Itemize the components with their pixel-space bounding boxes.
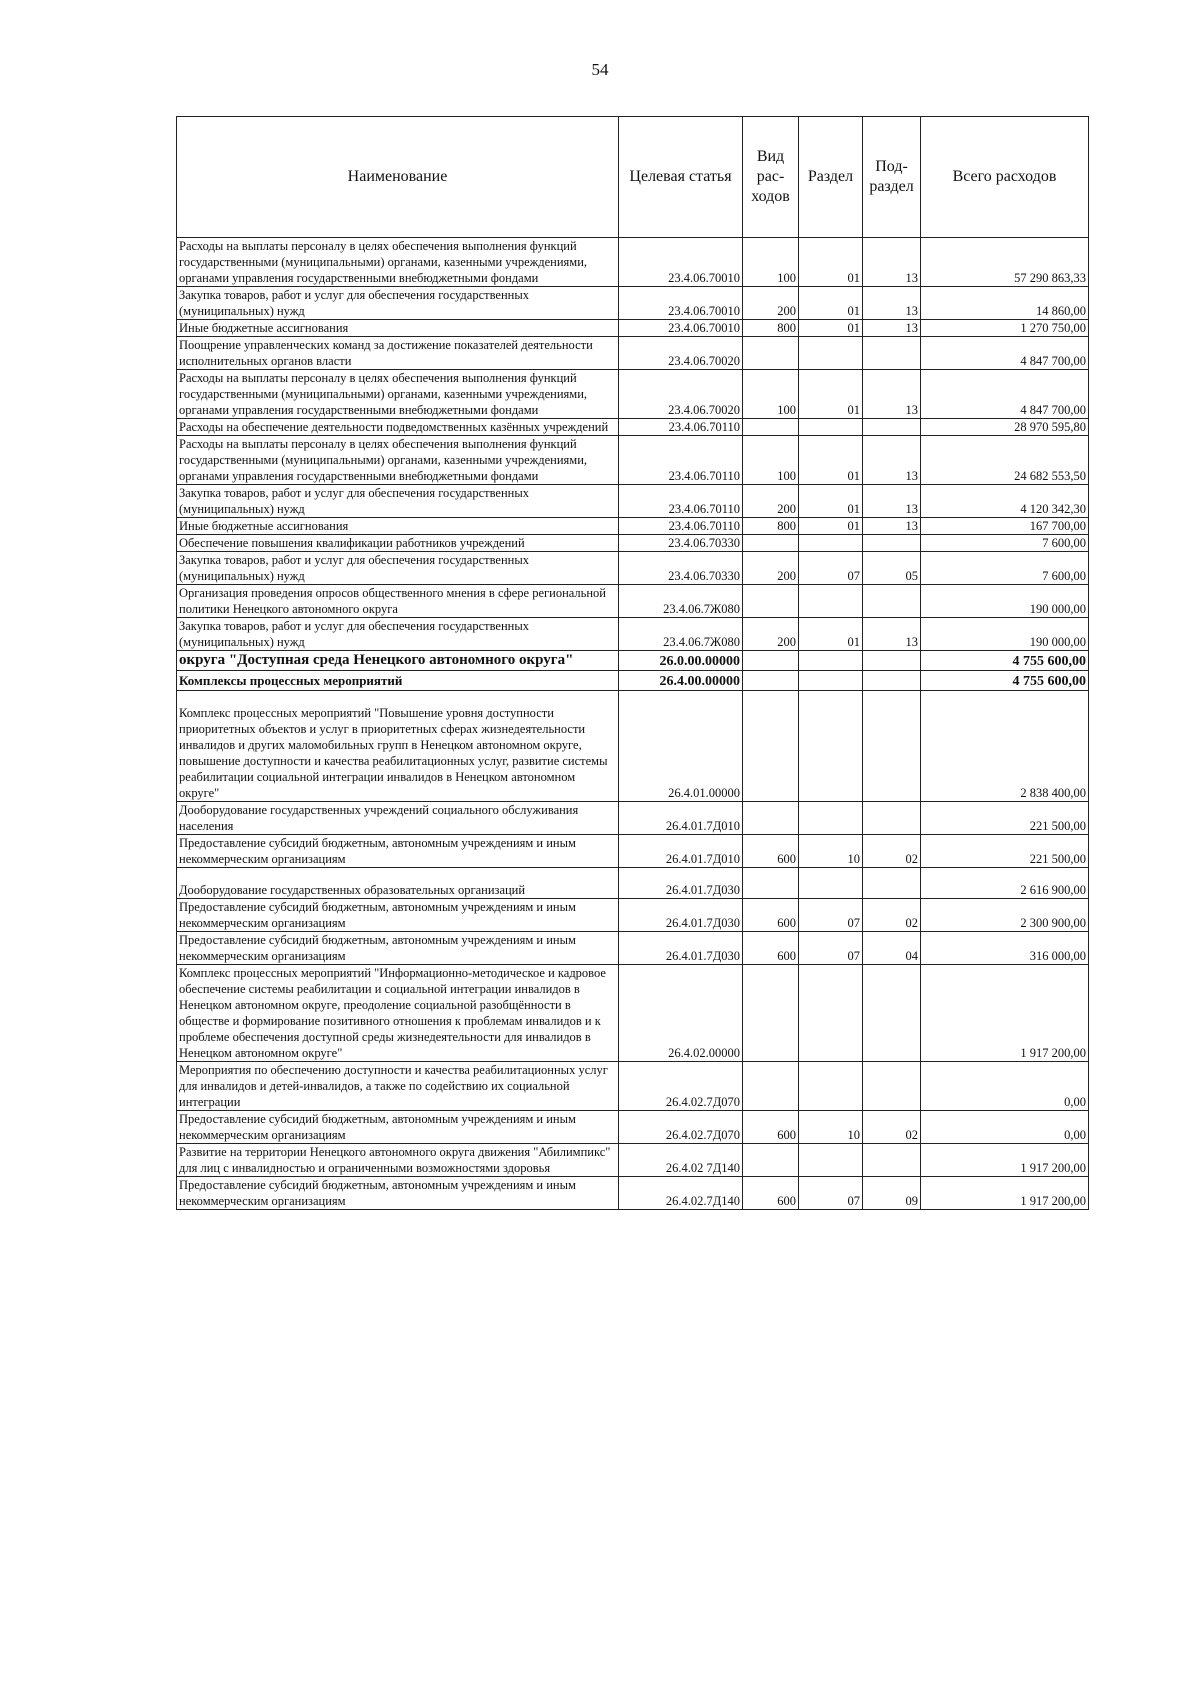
table-row: [177, 1111, 1089, 1144]
table-row: [177, 899, 1089, 932]
cell-target-article: 26.4.02.00000: [619, 965, 743, 1062]
cell-name: Расходы на выплаты персоналу в целях обеспечения выполнения функций государственными (муниципальными) органами, казенными учреждениями, органами управления государственными внебюджетными фондами: [177, 436, 619, 485]
header-target-article: Целевая статья: [619, 117, 743, 238]
table-row: [177, 370, 1089, 419]
cell-target-article: 23.4.06.70010: [619, 320, 743, 337]
cell-target-article: 23.4.06.7Ж080: [619, 585, 743, 618]
cell-total: 2 300 900,00: [921, 899, 1089, 932]
cell-section: [799, 651, 863, 671]
cell-section: 01: [799, 618, 863, 651]
cell-total: 24 682 553,50: [921, 436, 1089, 485]
cell-target-article: 26.4.01.7Д010: [619, 835, 743, 868]
cell-subsection: 13: [863, 485, 921, 518]
cell-total: 0,00: [921, 1062, 1089, 1111]
cell-expense-type: [743, 535, 799, 552]
cell-section: 07: [799, 899, 863, 932]
cell-total: 2 838 400,00: [921, 691, 1089, 802]
cell-expense-type: [743, 337, 799, 370]
cell-name: Предоставление субсидий бюджетным, автономным учреждениям и иным некоммерческим организациям: [177, 835, 619, 868]
page-number: 54: [591, 60, 609, 79]
cell-total: 1 270 750,00: [921, 320, 1089, 337]
cell-section: [799, 1062, 863, 1111]
cell-total: 221 500,00: [921, 835, 1089, 868]
cell-total: 0,00: [921, 1111, 1089, 1144]
cell-subsection: 09: [863, 1177, 921, 1210]
cell-total: 1 917 200,00: [921, 1144, 1089, 1177]
cell-expense-type: 100: [743, 436, 799, 485]
cell-total: 2 616 900,00: [921, 868, 1089, 899]
cell-target-article: 26.4.01.7Д030: [619, 899, 743, 932]
cell-subsection: [863, 1062, 921, 1111]
table-row: [177, 320, 1089, 337]
table-row: [177, 485, 1089, 518]
cell-subsection: 13: [863, 436, 921, 485]
cell-subsection: 13: [863, 287, 921, 320]
cell-name: Закупка товаров, работ и услуг для обеспечения государственных (муниципальных) нужд: [177, 552, 619, 585]
cell-expense-type: [743, 671, 799, 691]
cell-name: Расходы на обеспечение деятельности подведомственных казённых учреждений: [177, 419, 619, 436]
header-total: Всего расходов: [921, 117, 1089, 238]
cell-section: 01: [799, 287, 863, 320]
cell-subsection: 13: [863, 238, 921, 287]
cell-section: [799, 965, 863, 1062]
cell-total: 190 000,00: [921, 585, 1089, 618]
cell-section: [799, 585, 863, 618]
cell-expense-type: 100: [743, 238, 799, 287]
cell-total: 57 290 863,33: [921, 238, 1089, 287]
cell-target-article: 26.4.02.7Д140: [619, 1177, 743, 1210]
cell-section: [799, 419, 863, 436]
cell-expense-type: 600: [743, 1177, 799, 1210]
cell-expense-type: [743, 419, 799, 436]
cell-name: Предоставление субсидий бюджетным, автономным учреждениям и иным некоммерческим организациям: [177, 1177, 619, 1210]
cell-expense-type: 800: [743, 518, 799, 535]
header-row: [177, 117, 1089, 238]
cell-subsection: [863, 671, 921, 691]
cell-name: округа "Доступная среда Ненецкого автономного округа": [177, 651, 619, 671]
cell-expense-type: 200: [743, 287, 799, 320]
table-row: [177, 618, 1089, 651]
cell-section: 07: [799, 552, 863, 585]
cell-section: [799, 535, 863, 552]
cell-total: 4 755 600,00: [921, 651, 1089, 671]
cell-name: Закупка товаров, работ и услуг для обеспечения государственных (муниципальных) нужд: [177, 618, 619, 651]
cell-name: Поощрение управленческих команд за достижение показателей деятельности исполнительных органов власти: [177, 337, 619, 370]
cell-subsection: 02: [863, 835, 921, 868]
cell-name: Дооборудование государственных образовательных организаций: [177, 868, 619, 899]
table-row: [177, 691, 1089, 802]
cell-section: [799, 671, 863, 691]
cell-target-article: 26.4.01.7Д030: [619, 868, 743, 899]
cell-name: Иные бюджетные ассигнования: [177, 518, 619, 535]
table-row: [177, 337, 1089, 370]
cell-name: Закупка товаров, работ и услуг для обеспечения государственных (муниципальных) нужд: [177, 485, 619, 518]
cell-total: 221 500,00: [921, 802, 1089, 835]
cell-total: 1 917 200,00: [921, 965, 1089, 1062]
cell-subsection: [863, 585, 921, 618]
cell-total: 4 847 700,00: [921, 370, 1089, 419]
cell-name: Комплексы процессных мероприятий: [177, 671, 619, 691]
cell-expense-type: 600: [743, 932, 799, 965]
cell-target-article: 23.4.06.70110: [619, 436, 743, 485]
cell-target-article: 26.4.01.7Д010: [619, 802, 743, 835]
cell-section: 01: [799, 238, 863, 287]
cell-name: Предоставление субсидий бюджетным, автономным учреждениям и иным некоммерческим организациям: [177, 932, 619, 965]
cell-name: Расходы на выплаты персоналу в целях обеспечения выполнения функций государственными (муниципальными) органами, казенными учреждениями, органами управления государственными внебюджетными фондами: [177, 370, 619, 419]
cell-target-article: 26.0.00.00000: [619, 651, 743, 671]
cell-total: 28 970 595,80: [921, 419, 1089, 436]
cell-subsection: 04: [863, 932, 921, 965]
cell-subsection: 05: [863, 552, 921, 585]
cell-subsection: 13: [863, 618, 921, 651]
budget-table: [176, 116, 1089, 1210]
cell-subsection: [863, 535, 921, 552]
cell-subsection: 02: [863, 899, 921, 932]
cell-name: Организация проведения опросов общественного мнения в сфере региональной политики Ненецкого автономного округа: [177, 585, 619, 618]
cell-name: Предоставление субсидий бюджетным, автономным учреждениям и иным некоммерческим организациям: [177, 1111, 619, 1144]
cell-target-article: 23.4.06.70330: [619, 535, 743, 552]
cell-section: 01: [799, 518, 863, 535]
table-row: [177, 287, 1089, 320]
table-row: [177, 868, 1089, 899]
cell-name: Иные бюджетные ассигнования: [177, 320, 619, 337]
cell-target-article: 26.4.02 7Д140: [619, 1144, 743, 1177]
cell-expense-type: 800: [743, 320, 799, 337]
cell-name: Предоставление субсидий бюджетным, автономным учреждениям и иным некоммерческим организациям: [177, 899, 619, 932]
table-row: [177, 419, 1089, 436]
cell-subsection: 13: [863, 320, 921, 337]
cell-subsection: 02: [863, 1111, 921, 1144]
table-row: [177, 552, 1089, 585]
cell-section: 07: [799, 1177, 863, 1210]
cell-expense-type: [743, 1062, 799, 1111]
cell-expense-type: 600: [743, 835, 799, 868]
table-row: [177, 585, 1089, 618]
table-row: [177, 835, 1089, 868]
cell-section: [799, 802, 863, 835]
cell-name: Комплекс процессных мероприятий "Повышение уровня доступности приоритетных объектов и услуг в приоритетных сферах жизнедеятельности инвалидов и других маломобильных групп в Ненецком автономном округе, повышение доступности и качества реабилитационных услуг, развитие системы реабилитации социальной интеграции инвалидов в Ненецком автономном округе": [177, 691, 619, 802]
table-row: [177, 651, 1089, 671]
table-row: [177, 802, 1089, 835]
cell-target-article: 23.4.06.70020: [619, 370, 743, 419]
cell-expense-type: [743, 691, 799, 802]
cell-target-article: 23.4.06.70110: [619, 419, 743, 436]
cell-expense-type: [743, 965, 799, 1062]
cell-target-article: 23.4.06.70330: [619, 552, 743, 585]
cell-target-article: 26.4.00.00000: [619, 671, 743, 691]
cell-name: Развитие на территории Ненецкого автономного округа движения "Абилимпикс" для лиц с инвалидностью и ограниченными возможностями здоровья: [177, 1144, 619, 1177]
cell-expense-type: 600: [743, 1111, 799, 1144]
table-row: [177, 535, 1089, 552]
cell-target-article: 23.4.06.70110: [619, 518, 743, 535]
cell-section: 01: [799, 320, 863, 337]
cell-name: Обеспечение повышения квалификации работников учреждений: [177, 535, 619, 552]
cell-section: 01: [799, 370, 863, 419]
cell-name: Расходы на выплаты персоналу в целях обеспечения выполнения функций государственными (муниципальными) органами, казенными учреждениями, органами управления государственными внебюджетными фондами: [177, 238, 619, 287]
cell-target-article: 26.4.01.7Д030: [619, 932, 743, 965]
cell-total: 4 120 342,30: [921, 485, 1089, 518]
cell-section: [799, 1144, 863, 1177]
cell-subsection: 13: [863, 370, 921, 419]
cell-section: 01: [799, 485, 863, 518]
table-row: [177, 436, 1089, 485]
cell-name: Мероприятия по обеспечению доступности и качества реабилитационных услуг для инвалидов и детей-инвалидов, а также по содействию их социальной интеграции: [177, 1062, 619, 1111]
cell-target-article: 26.4.02.7Д070: [619, 1062, 743, 1111]
cell-expense-type: [743, 651, 799, 671]
cell-expense-type: 100: [743, 370, 799, 419]
cell-subsection: [863, 337, 921, 370]
cell-total: 14 860,00: [921, 287, 1089, 320]
cell-section: 10: [799, 1111, 863, 1144]
cell-expense-type: 600: [743, 899, 799, 932]
cell-subsection: [863, 651, 921, 671]
cell-section: [799, 691, 863, 802]
table-row: [177, 1062, 1089, 1111]
table-row: [177, 238, 1089, 287]
cell-expense-type: [743, 585, 799, 618]
cell-total: 190 000,00: [921, 618, 1089, 651]
cell-target-article: 23.4.06.70020: [619, 337, 743, 370]
cell-section: [799, 337, 863, 370]
cell-expense-type: [743, 868, 799, 899]
cell-target-article: 26.4.02.7Д070: [619, 1111, 743, 1144]
cell-target-article: 23.4.06.7Ж080: [619, 618, 743, 651]
header-subsection: Под-раздел: [863, 117, 921, 238]
cell-subsection: [863, 419, 921, 436]
header-expense-type: Вид рас-ходов: [743, 117, 799, 238]
cell-section: 01: [799, 436, 863, 485]
cell-subsection: [863, 802, 921, 835]
table-row: [177, 518, 1089, 535]
cell-subsection: [863, 965, 921, 1062]
cell-expense-type: [743, 1144, 799, 1177]
cell-name: Комплекс процессных мероприятий "Информационно-методическое и кадровое обеспечение системы реабилитации и социальной интеграции инвалидов в Ненецком автономном округе, преодоление социальной разобщённости в обществе и формирование позитивного отношения к проблемам инвалидов и к проблеме обеспечения доступной среды жизнедеятельности для инвалидов в Ненецком автономном округе": [177, 965, 619, 1062]
table-row: [177, 671, 1089, 691]
table-row: [177, 965, 1089, 1062]
cell-target-article: 23.4.06.70010: [619, 287, 743, 320]
cell-total: 7 600,00: [921, 552, 1089, 585]
cell-total: 1 917 200,00: [921, 1177, 1089, 1210]
cell-subsection: 13: [863, 518, 921, 535]
cell-subsection: [863, 868, 921, 899]
cell-section: [799, 868, 863, 899]
cell-section: 07: [799, 932, 863, 965]
cell-subsection: [863, 691, 921, 802]
cell-total: 316 000,00: [921, 932, 1089, 965]
cell-target-article: 23.4.06.70010: [619, 238, 743, 287]
cell-total: 167 700,00: [921, 518, 1089, 535]
header-section: Раздел: [799, 117, 863, 238]
table-row: [177, 1144, 1089, 1177]
cell-expense-type: [743, 802, 799, 835]
cell-target-article: 23.4.06.70110: [619, 485, 743, 518]
cell-name: Закупка товаров, работ и услуг для обеспечения государственных (муниципальных) нужд: [177, 287, 619, 320]
cell-expense-type: 200: [743, 485, 799, 518]
cell-total: 4 847 700,00: [921, 337, 1089, 370]
cell-total: 7 600,00: [921, 535, 1089, 552]
cell-total: 4 755 600,00: [921, 671, 1089, 691]
cell-target-article: 26.4.01.00000: [619, 691, 743, 802]
cell-expense-type: 200: [743, 618, 799, 651]
table-row: [177, 1177, 1089, 1210]
header-name: Наименование: [177, 117, 619, 238]
cell-name: Дооборудование государственных учреждений социального обслуживания населения: [177, 802, 619, 835]
table-row: [177, 932, 1089, 965]
cell-expense-type: 200: [743, 552, 799, 585]
cell-section: 10: [799, 835, 863, 868]
cell-subsection: [863, 1144, 921, 1177]
